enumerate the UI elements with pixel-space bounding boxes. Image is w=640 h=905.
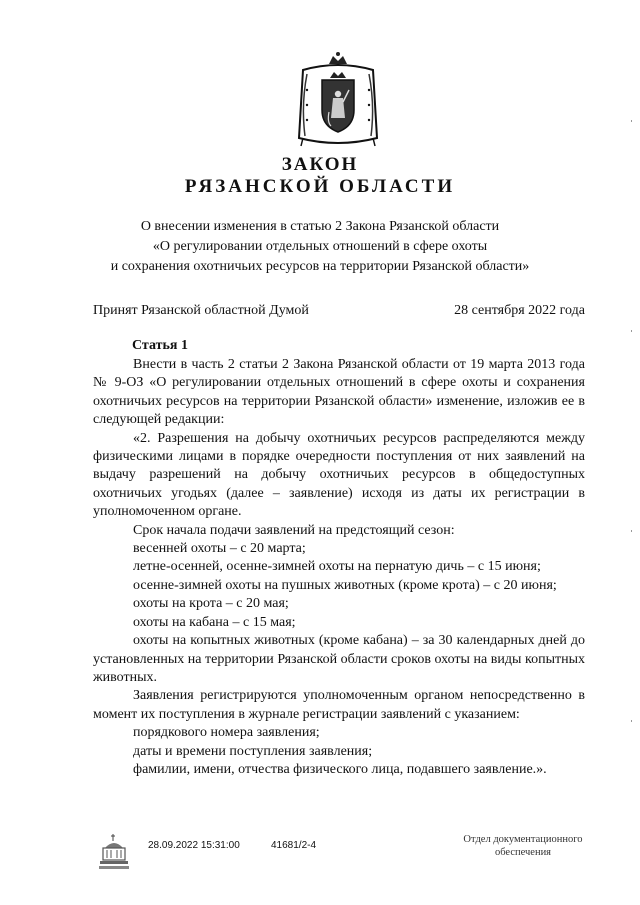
- law-subtitle: [60, 217, 580, 277]
- registration-timestamp: 28.09.2022 15:31:00: [148, 840, 240, 851]
- paragraph: весенней охоты – с 20 марта;: [133, 541, 306, 557]
- paragraph: летне-осенней, осенне-зимней охоты на пернатую дичь – с 15 июня;: [133, 559, 541, 575]
- subtitle-line: О внесении изменения в статью 2 Закона Рязанской области: [140, 219, 500, 234]
- article-title: Статья 1: [132, 338, 188, 353]
- scan-edge-mark: [631, 530, 632, 532]
- paragraph: Внести в часть 2 статьи 2 Закона Рязанской области от 19 марта 2013 года № 9-ОЗ «О регулировании отдельных отношений в сфере охоты и сохранения охотничьих ресурсов на территории Рязанской области» изменение, изложив ее в следующей редакции:: [93, 357, 585, 428]
- department-line: Отдел документационного: [463, 834, 583, 845]
- article-body: [93, 356, 585, 779]
- scan-edge-mark: [631, 120, 632, 122]
- scan-edge-mark: [631, 330, 632, 332]
- duma-logo-icon: [97, 832, 131, 872]
- adoption-date: 28 сентября 2022 года: [454, 303, 585, 318]
- region-title: РЯЗАНСКОЙ ОБЛАСТИ: [184, 176, 456, 197]
- department-line: обеспечения: [494, 847, 552, 858]
- paragraph: даты и времени поступления заявления;: [133, 743, 373, 759]
- paragraph: охоты на кабана – с 15 мая;: [133, 614, 296, 630]
- coat-of-arms-icon: [293, 50, 383, 150]
- paragraph: осенне-зимней охоты на пушных животных (кроме крота) – с 20 июня;: [133, 577, 557, 593]
- paragraph: охоты на копытных животных (кроме кабана) – за 30 календарных дней до установленных на территории Рязанской области сроков охоты на виды копытных животных.: [93, 633, 585, 685]
- paragraph: фамилии, имени, отчества физического лица, подавшего заявление.».: [133, 761, 547, 777]
- registration-number: 41681/2-4: [271, 840, 317, 851]
- paragraph: Заявления регистрируются уполномоченным органом непосредственно в момент их поступления в журнале регистрации заявлений с указанием:: [93, 688, 585, 722]
- paragraph: Срок начала подачи заявлений на предстоящий сезон:: [133, 522, 455, 538]
- law-title: ЗАКОН: [281, 154, 359, 175]
- paragraph: порядкового номера заявления;: [133, 725, 320, 741]
- paragraph: охоты на крота – с 20 мая;: [133, 596, 289, 612]
- adopted-by: Принят Рязанской областной Думой: [93, 303, 309, 318]
- paragraph: «2. Разрешения на добычу охотничьих ресурсов распределяются между физическими лицами в порядке очередности поступления от них заявлений на выдачу разрешений на добычу охотничьих ресурсов в общедоступных охотничьих угодьях (далее – заявление) исходя из даты их регистрации в уполномоченном органе.: [93, 430, 585, 520]
- department-stamp: [448, 833, 598, 859]
- subtitle-line: «О регулировании отдельных отношений в сфере охоты: [152, 239, 488, 254]
- scan-edge-mark: [631, 720, 632, 722]
- subtitle-line: и сохранения охотничьих ресурсов на территории Рязанской области»: [110, 259, 530, 274]
